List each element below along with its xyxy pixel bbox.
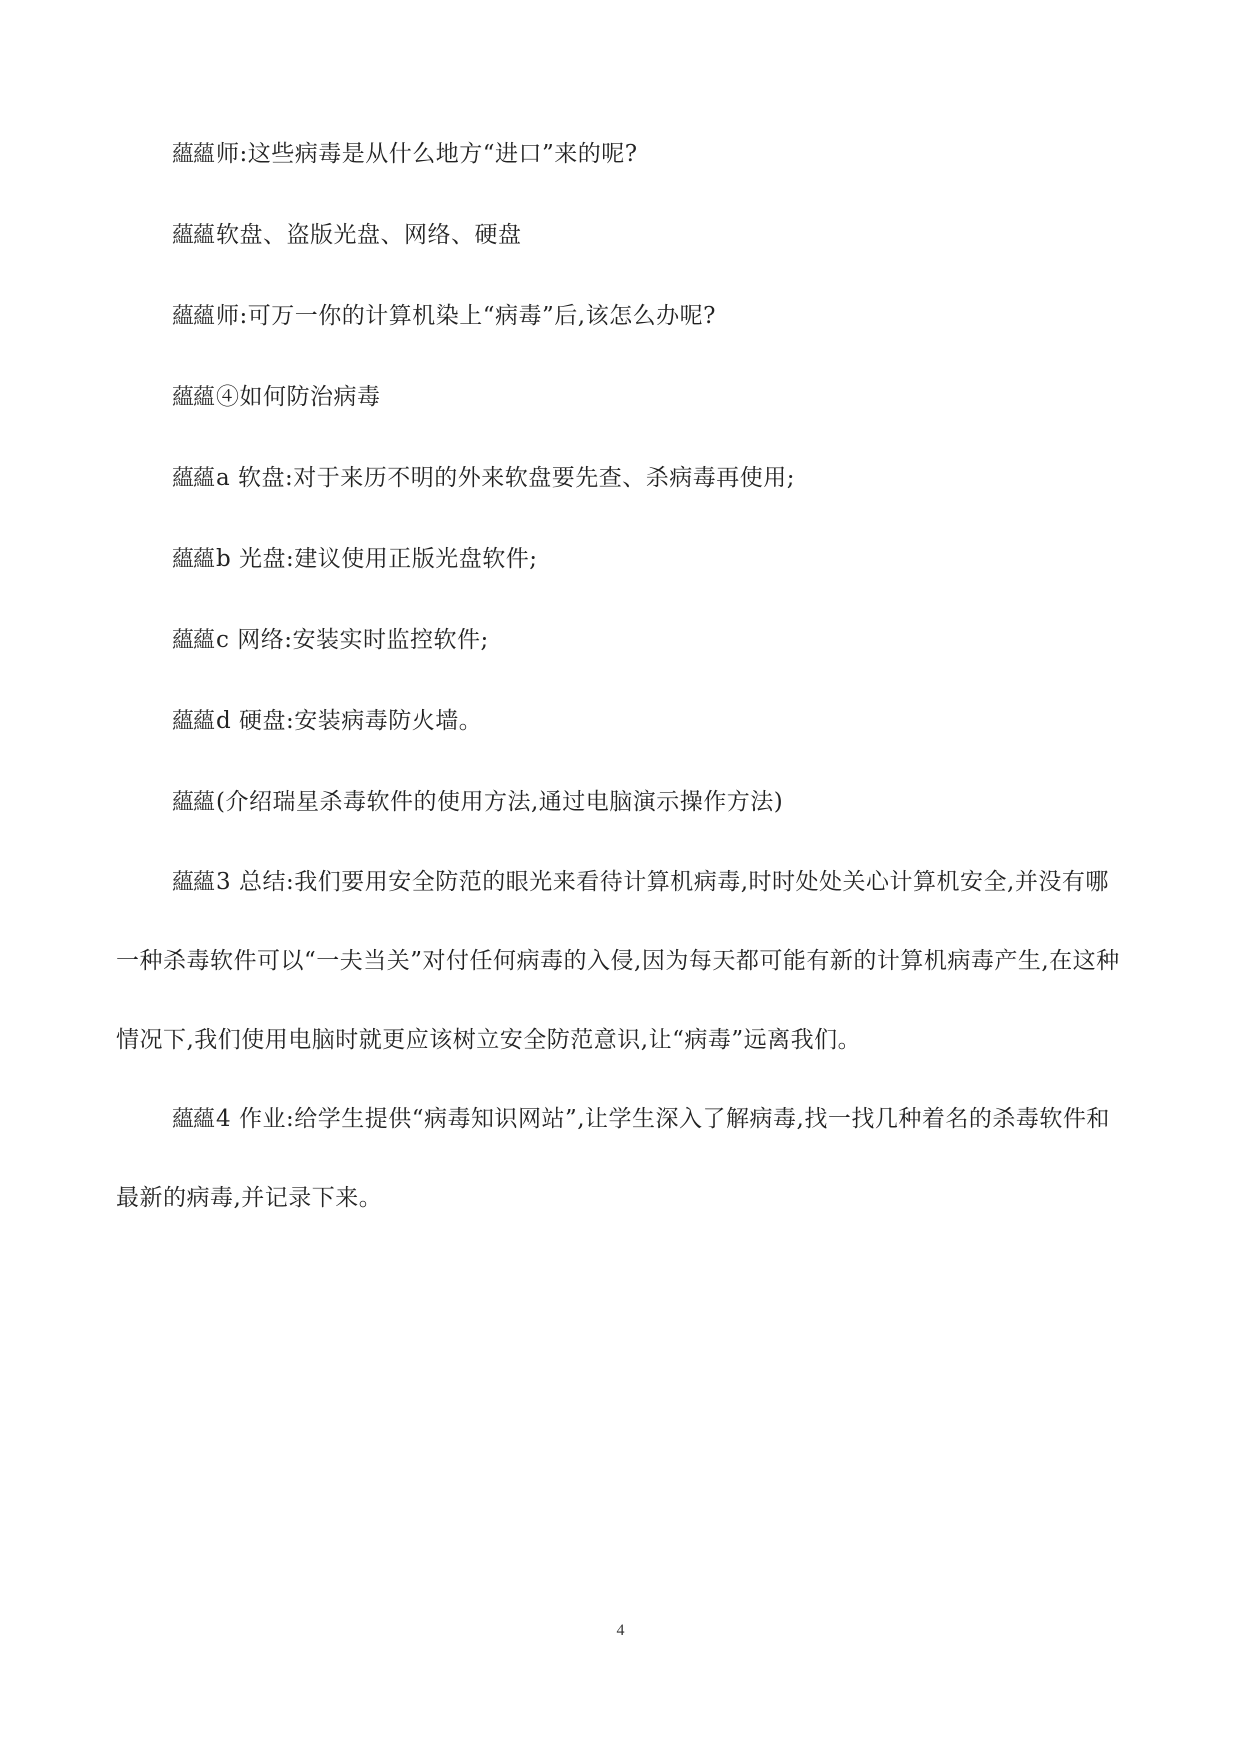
paragraph-prefix: 蘊蘊 — [172, 870, 215, 895]
paragraph — [116, 215, 1126, 256]
paragraph-text: ④如何防治病毒 — [216, 384, 381, 410]
paragraph-prefix: 蘊蘊 — [172, 385, 215, 410]
paragraph — [116, 620, 1126, 661]
paragraph-text: (介绍瑞星杀毒软件的使用方法,通过电脑演示操作方法) — [216, 789, 784, 815]
document-body — [116, 134, 1126, 1258]
paragraph-prefix: 蘊蘊 — [172, 709, 215, 734]
paragraph-text: 4 作业:给学生提供“病毒知识网站”,让学生深入了解病毒,找一找几种着名的杀毒软件和最新的病毒,并记录下来。 — [116, 1106, 1110, 1211]
paragraph-text: 软盘、盗版光盘、网络、硬盘 — [216, 222, 522, 248]
paragraph-text: a 软盘:对于来历不明的外来软盘要先查、杀病毒再使用; — [216, 465, 796, 491]
paragraph-homework — [116, 1080, 1126, 1238]
paragraph-text: 3 总结:我们要用安全防范的眼光来看待计算机病毒,时时处处关心计算机安全,并没有哪一种杀毒软件可以“一夫当关”对付任何病毒的入侵,因为每天都可能有新的计算机病毒产生,在这种情况下,我们使用电脑时就更应该树立安全防范意识,让“病毒”远离我们。 — [116, 869, 1120, 1053]
paragraph-prefix: 蘊蘊 — [172, 790, 215, 815]
paragraph-prefix: 蘊蘊 — [172, 466, 215, 491]
paragraph-text: 师:可万一你的计算机染上“病毒”后,该怎么办呢? — [216, 303, 716, 329]
paragraph-text: b 光盘:建议使用正版光盘软件; — [216, 546, 538, 572]
paragraph — [116, 377, 1126, 418]
paragraph — [116, 539, 1126, 580]
paragraph-prefix: 蘊蘊 — [172, 223, 215, 248]
paragraph — [116, 782, 1126, 823]
paragraph — [116, 134, 1126, 175]
paragraph — [116, 701, 1126, 742]
paragraph-prefix: 蘊蘊 — [172, 142, 215, 167]
paragraph-summary — [116, 843, 1126, 1080]
paragraph — [116, 458, 1126, 499]
paragraph-text: d 硬盘:安装病毒防火墙。 — [216, 708, 483, 734]
paragraph-prefix: 蘊蘊 — [172, 628, 215, 653]
page-number: 4 — [616, 1622, 625, 1639]
paragraph-text: 师:这些病毒是从什么地方“进口”来的呢? — [216, 141, 638, 167]
paragraph — [116, 296, 1126, 337]
paragraph-text: c 网络:安装实时监控软件; — [216, 627, 489, 653]
paragraph-prefix: 蘊蘊 — [172, 547, 215, 572]
paragraph-prefix: 蘊蘊 — [172, 1107, 215, 1132]
paragraph-prefix: 蘊蘊 — [172, 304, 215, 329]
